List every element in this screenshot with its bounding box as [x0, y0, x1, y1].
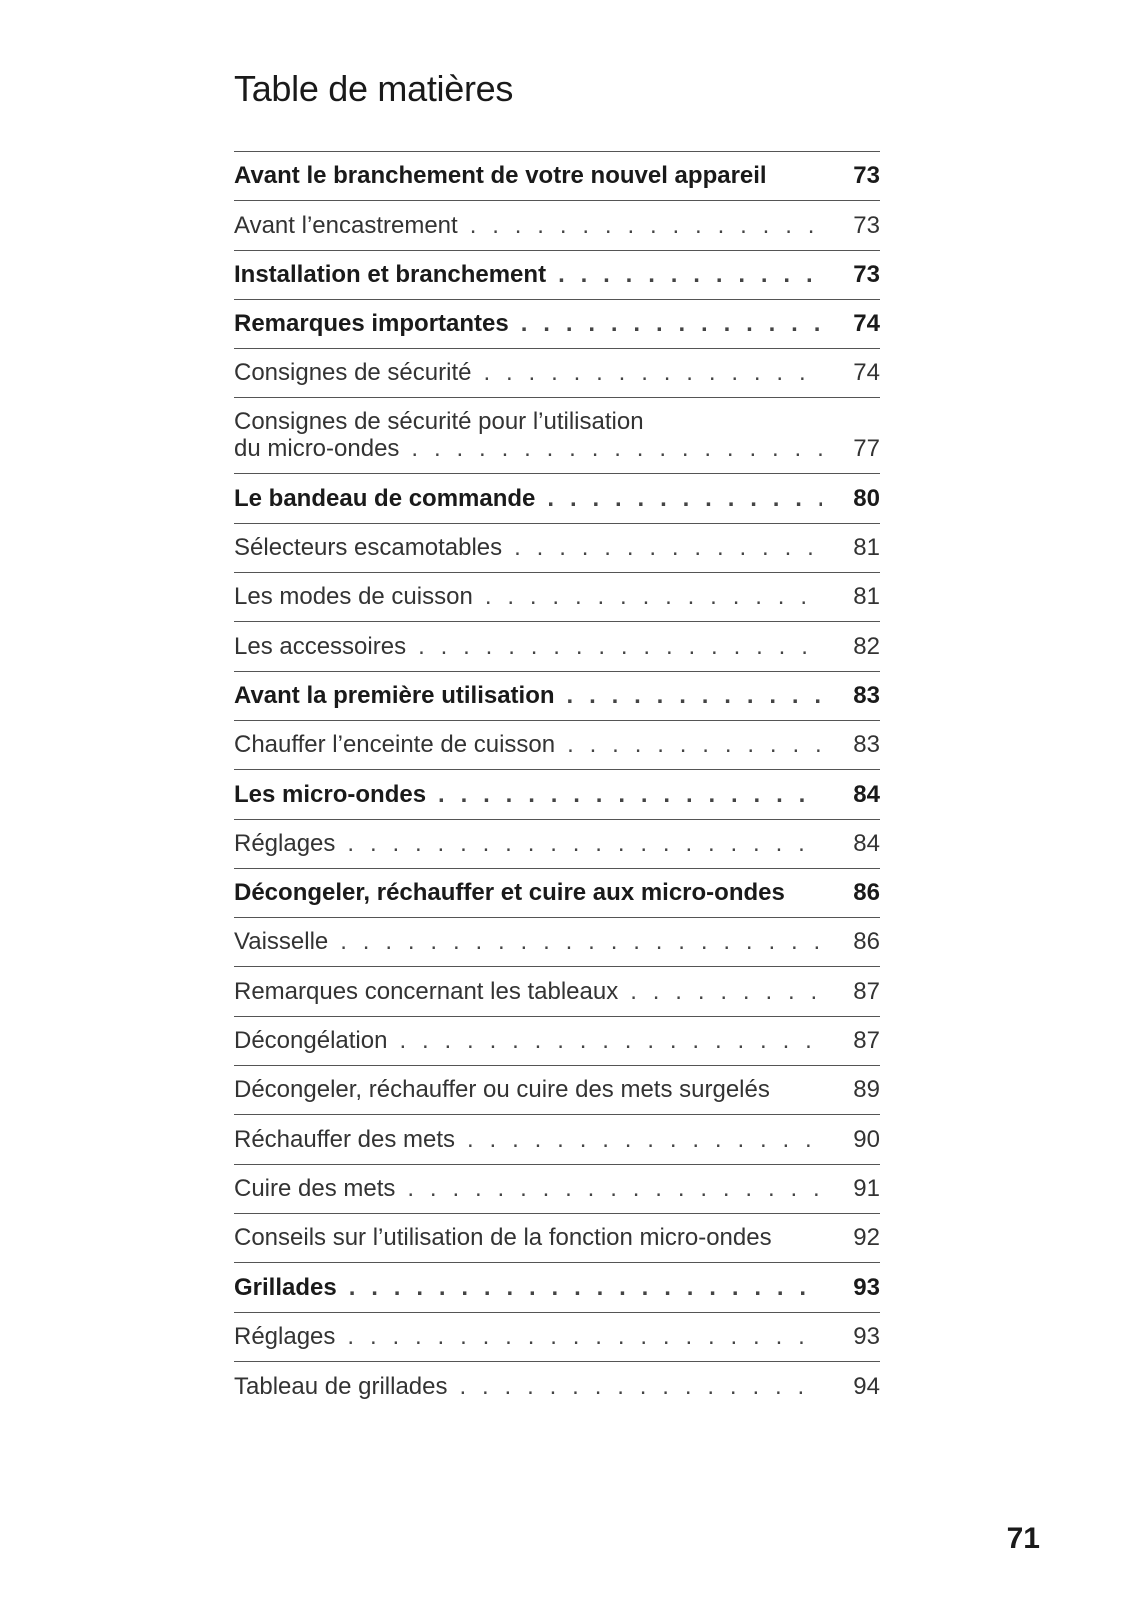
- toc-entry-page: 74: [853, 310, 880, 338]
- toc-entry-title: Chauffer l’enceinte de cuisson: [234, 731, 556, 759]
- toc-entry[interactable]: [234, 721, 880, 770]
- toc-entry[interactable]: [234, 820, 880, 869]
- dot-leader: [630, 978, 822, 1005]
- toc-entry-title: Consignes de sécurité: [234, 359, 472, 387]
- toc-entry-page: 86: [853, 928, 880, 956]
- toc-entry-page: 94: [853, 1373, 880, 1401]
- dot-leader: [547, 485, 822, 512]
- toc-entry-title: Avant le branchement de votre nouvel appareil: [234, 162, 767, 190]
- toc-entry[interactable]: [234, 1066, 880, 1115]
- toc-entry[interactable]: [234, 1313, 880, 1362]
- toc-entry[interactable]: [234, 152, 880, 201]
- toc-entry-page: 93: [853, 1322, 880, 1350]
- toc-entry-title: Réchauffer des mets: [234, 1125, 456, 1153]
- toc-entry-title: Vaisselle: [234, 928, 329, 956]
- toc-entry-page: 82: [853, 632, 880, 660]
- toc-entry-title: Tableau de grillades: [234, 1373, 448, 1401]
- toc-entry-page: 83: [853, 731, 880, 759]
- toc-entry-title: Installation et branchement: [234, 260, 547, 288]
- toc-entry-page: 86: [853, 879, 880, 907]
- toc-entry-page: 80: [853, 484, 880, 512]
- toc-entry[interactable]: [234, 622, 880, 671]
- toc-entry-page: 91: [853, 1174, 880, 1202]
- toc-entry-page: 84: [853, 780, 880, 808]
- toc-entry[interactable]: [234, 770, 880, 819]
- toc-entry-title: Décongeler, réchauffer ou cuire des mets surgelés: [234, 1076, 770, 1104]
- dot-leader: [459, 1373, 822, 1400]
- toc-entry-title: Conseils sur l’utilisation de la fonction micro-ondes: [234, 1224, 772, 1252]
- toc-entry-title: Remarques importantes: [234, 310, 509, 338]
- toc-entry-page: 89: [853, 1076, 880, 1104]
- toc-entry[interactable]: [234, 201, 880, 250]
- toc-entry-page: 73: [853, 211, 880, 239]
- toc-entry[interactable]: [234, 251, 880, 300]
- dot-leader: [407, 1175, 822, 1202]
- page-number: 71: [1006, 1522, 1040, 1555]
- toc-entry-page: 73: [853, 260, 880, 288]
- toc-entry-page: 83: [853, 681, 880, 709]
- table-of-contents: [234, 151, 880, 1411]
- dot-leader: [514, 534, 822, 561]
- toc-entry-title: Grillades: [234, 1273, 337, 1301]
- dot-leader: [349, 1274, 822, 1301]
- toc-entry-page: 73: [853, 162, 880, 190]
- toc-entry-title-line1: Consignes de sécurité pour l’utilisation: [234, 408, 644, 436]
- toc-entry[interactable]: [234, 398, 880, 474]
- dot-leader: [567, 731, 822, 758]
- toc-entry-page: 90: [853, 1125, 880, 1153]
- toc-entry-page: 81: [853, 583, 880, 611]
- toc-entry-page: 92: [853, 1224, 880, 1252]
- toc-entry-title: Réglages: [234, 1322, 336, 1350]
- toc-entry-title: du micro-ondes: [234, 435, 400, 463]
- toc-entry-title: Les modes de cuisson: [234, 583, 473, 611]
- toc-entry-title: Le bandeau de commande: [234, 484, 536, 512]
- dot-leader: [485, 583, 822, 610]
- dot-leader: [418, 633, 822, 660]
- dot-leader: [411, 435, 822, 462]
- toc-entry[interactable]: [234, 918, 880, 967]
- toc-entry-page: 84: [853, 829, 880, 857]
- toc-entry-page: 87: [853, 1027, 880, 1055]
- dot-leader: [347, 1323, 822, 1350]
- toc-entry[interactable]: [234, 349, 880, 398]
- toc-entry[interactable]: [234, 967, 880, 1016]
- toc-entry[interactable]: [234, 1214, 880, 1263]
- page-title: Table de matières: [234, 68, 514, 109]
- dot-leader: [470, 212, 822, 239]
- dot-leader: [558, 261, 822, 288]
- dot-leader: [483, 359, 822, 386]
- toc-entry-title: Réglages: [234, 829, 336, 857]
- toc-entry[interactable]: [234, 1017, 880, 1066]
- toc-entry[interactable]: [234, 474, 880, 523]
- toc-entry-title: Décongeler, réchauffer et cuire aux micro-ondes: [234, 879, 785, 907]
- toc-entry-page: 87: [853, 977, 880, 1005]
- dot-leader: [340, 928, 822, 955]
- toc-entry[interactable]: [234, 1115, 880, 1164]
- dot-leader: [438, 781, 822, 808]
- dot-leader: [467, 1126, 822, 1153]
- toc-entry[interactable]: [234, 524, 880, 573]
- toc-entry-title: Cuire des mets: [234, 1174, 396, 1202]
- toc-entry-title: Avant la première utilisation: [234, 681, 555, 709]
- toc-entry-page: 81: [853, 534, 880, 562]
- toc-entry-title: Avant l’encastrement: [234, 211, 458, 239]
- toc-entry-page: 93: [853, 1273, 880, 1301]
- toc-entry-page: 77: [853, 435, 880, 463]
- toc-entry-title: Les micro-ondes: [234, 780, 427, 808]
- toc-entry[interactable]: [234, 573, 880, 622]
- toc-entry[interactable]: [234, 300, 880, 349]
- dot-leader: [347, 830, 822, 857]
- toc-entry-page: 74: [853, 359, 880, 387]
- toc-entry[interactable]: [234, 1362, 880, 1411]
- toc-entry[interactable]: [234, 869, 880, 918]
- dot-leader: [399, 1027, 822, 1054]
- toc-entry-title: Décongélation: [234, 1027, 388, 1055]
- toc-entry-title: Remarques concernant les tableaux: [234, 977, 619, 1005]
- dot-leader: [521, 310, 822, 337]
- toc-entry[interactable]: [234, 1263, 880, 1312]
- toc-entry[interactable]: [234, 672, 880, 721]
- toc-entry[interactable]: [234, 1165, 880, 1214]
- dot-leader: [567, 682, 822, 709]
- toc-entry-title: Les accessoires: [234, 632, 407, 660]
- toc-entry-title: Sélecteurs escamotables: [234, 534, 503, 562]
